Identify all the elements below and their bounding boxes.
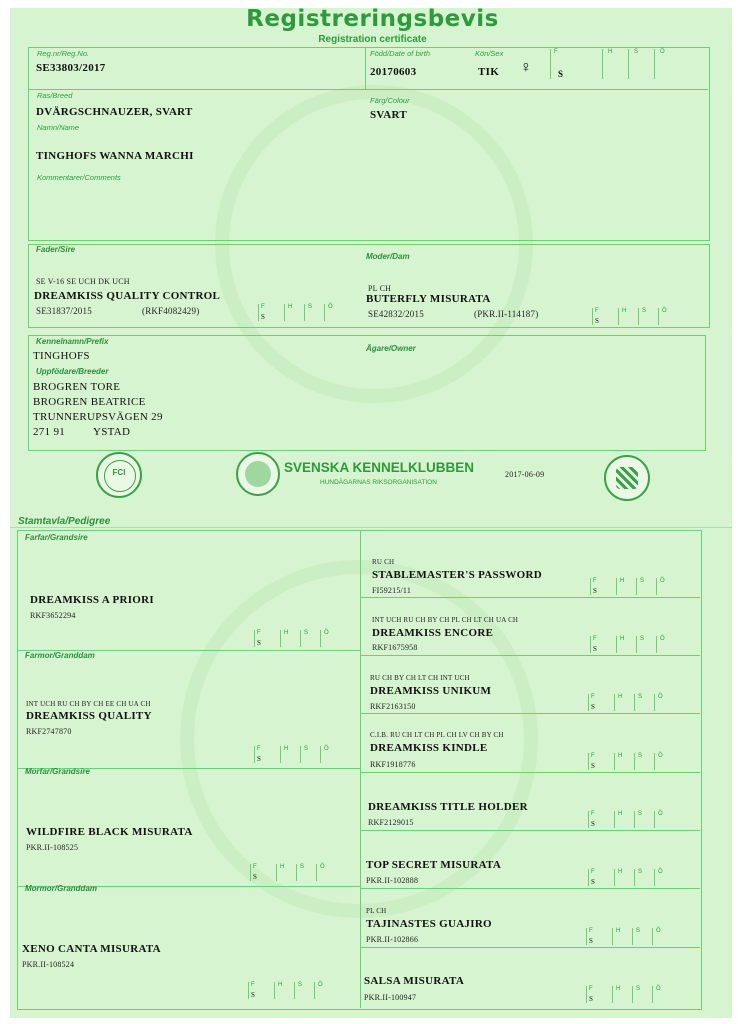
- gp1-reg: RKF3652294: [30, 611, 76, 620]
- ggp3-fhso-grid: F S H S Ö: [588, 694, 678, 711]
- breeder-city: YSTAD: [93, 426, 131, 438]
- ggp7-name: TAJINASTES GUAJIRO: [366, 918, 492, 930]
- issue-date: 2017-06-09: [505, 470, 545, 479]
- kennel-value: TINGHOFS: [33, 350, 90, 362]
- ggp4-name: DREAMKISS KINDLE: [370, 742, 488, 754]
- colour-label: Färg/Colour: [370, 96, 410, 105]
- ggp1-fhso-grid: F S H S Ö: [590, 578, 680, 595]
- ggp1-reg: FI59215/11: [372, 586, 412, 595]
- ggp3-titles: RU CH BY CH LT CH INT UCH: [370, 674, 470, 682]
- ggp8-fhso-grid: F S H S Ö: [586, 986, 676, 1003]
- ggp4-fhso-grid: F S H S Ö: [588, 753, 678, 770]
- gp3-name: WILDFIRE BLACK MISURATA: [26, 826, 193, 838]
- breeder-line-1: BROGREN TORE: [33, 381, 121, 393]
- sex-value: TIK: [478, 66, 500, 78]
- dog-name-value: TINGHOFS WANNA MARCHI: [36, 150, 194, 162]
- gp2-name: DREAMKISS QUALITY: [26, 710, 152, 722]
- ggp2-fhso-grid: F S H S Ö: [590, 636, 680, 653]
- ggp2-name: DREAMKISS ENCORE: [372, 627, 494, 639]
- name-label: Namn/Name: [37, 123, 80, 132]
- colour-value: SVART: [370, 109, 407, 121]
- breeder-label: Uppfödare/Breeder: [36, 367, 109, 376]
- skk-logo: [236, 452, 280, 496]
- regnr-label: Reg.nr/Reg.No.: [37, 49, 90, 58]
- ggp7-fhso-grid: F S H S Ö: [586, 928, 676, 945]
- ggp3-reg: RKF2163150: [370, 702, 416, 711]
- dam-alt-reg: (PKR.II-114187): [474, 309, 539, 319]
- breed-value: DVÄRGSCHNAUZER, SVART: [36, 106, 193, 118]
- ggp6-reg: PKR.II-102888: [366, 876, 419, 885]
- ggp7-titles: PL CH: [366, 907, 387, 915]
- breeder-line-2: BROGREN BEATRICE: [33, 396, 146, 408]
- sire-reg: SE31837/2015: [36, 306, 92, 316]
- ggp4-titles: C.I.B. RU CH LT CH PL CH LV CH BY CH: [370, 731, 504, 739]
- ggp1-titles: RU CH: [372, 558, 395, 566]
- gp2-fhso-grid: F S H S Ö: [254, 746, 344, 763]
- grandsire2-label: Morfar/Grandsire: [25, 767, 90, 776]
- owner-label: Ägare/Owner: [366, 344, 416, 353]
- reg-fhso-grid: F S H S Ö: [550, 49, 700, 79]
- kennel-label: Kennelnamn/Prefix: [36, 337, 109, 346]
- ggp8-reg: PKR.II-100947: [364, 993, 417, 1002]
- ggp6-name: TOP SECRET MISURATA: [366, 859, 502, 871]
- gp3-fhso-grid: F S H S Ö: [250, 864, 340, 881]
- breed-label: Ras/Breed: [37, 91, 73, 100]
- sire-name: DREAMKISS QUALITY CONTROL: [34, 290, 221, 302]
- female-symbol-icon: ♀: [520, 59, 533, 76]
- stiftad-seal-logo: [604, 455, 650, 501]
- breeder-line-3: TRUNNERUPSVÄGEN 29: [33, 411, 163, 423]
- ggp2-titles: INT UCH RU CH BY CH PL CH LT CH UA CH: [372, 616, 519, 624]
- page-title: Registreringsbevis: [246, 6, 499, 32]
- regnr-value: SE33803/2017: [36, 62, 106, 74]
- grandsire1-label: Farfar/Grandsire: [25, 533, 88, 542]
- comments-label: Kommentarer/Comments: [37, 173, 121, 182]
- gp3-reg: PKR.II-108525: [26, 843, 79, 852]
- sire-alt-reg: (RKF4082429): [142, 306, 200, 316]
- ggp2-reg: RKF1675958: [372, 643, 418, 652]
- ggp5-name: DREAMKISS TITLE HOLDER: [368, 801, 528, 813]
- granddam2-label: Mormor/Granddam: [25, 884, 98, 893]
- dam-titles: PL CH: [368, 284, 392, 293]
- dam-name: BUTERFLY MISURATA: [366, 293, 491, 305]
- page-subtitle: Registration certificate: [318, 34, 427, 45]
- sire-label: Fader/Sire: [36, 245, 76, 254]
- skk-org-subtitle: HUNDÄGARNAS RIKSORGANISATION: [320, 479, 437, 486]
- gp4-reg: PKR.II-108524: [22, 960, 75, 969]
- ggp6-fhso-grid: F S H S Ö: [588, 869, 678, 886]
- sire-titles: SE V-16 SE UCH DK UCH: [36, 277, 130, 286]
- ggp5-fhso-grid: F S H S Ö: [588, 811, 678, 828]
- gp4-fhso-grid: F S H S Ö: [248, 982, 338, 999]
- ggp5-reg: RKF2129015: [368, 818, 414, 827]
- sex-label: Kön/Sex: [475, 49, 504, 58]
- dam-label: Moder/Dam: [366, 252, 410, 261]
- ggp8-name: SALSA MISURATA: [364, 975, 465, 987]
- ggp3-name: DREAMKISS UNIKUM: [370, 685, 492, 697]
- gp2-titles: INT UCH RU CH BY CH EE CH UA CH: [26, 700, 151, 708]
- gp1-fhso-grid: F S H S Ö: [254, 630, 344, 647]
- dam-reg: SE42832/2015: [368, 309, 424, 319]
- gp4-name: XENO CANTA MISURATA: [22, 943, 161, 955]
- granddam1-label: Farmor/Granddam: [25, 651, 95, 660]
- pedigree-label: Stamtavla/Pedigree: [18, 516, 111, 527]
- dob-value: 20170603: [370, 66, 417, 78]
- ggp4-reg: RKF1918776: [370, 760, 416, 769]
- skk-org-name: SVENSKA KENNELKLUBBEN: [284, 460, 475, 475]
- gp1-name: DREAMKISS A PRIORI: [30, 594, 154, 606]
- dam-fhso-grid: F S H S Ö: [592, 308, 682, 325]
- dob-label: Född/Date of birth: [370, 49, 431, 58]
- breeder-zip: 271 91: [33, 426, 66, 438]
- sire-fhso-grid: F S H S Ö: [258, 304, 348, 321]
- ggp1-name: STABLEMASTER'S PASSWORD: [372, 569, 543, 581]
- ggp7-reg: PKR.II-102866: [366, 935, 419, 944]
- gp2-reg: RKF2747870: [26, 727, 72, 736]
- fci-logo: FCI: [96, 452, 142, 498]
